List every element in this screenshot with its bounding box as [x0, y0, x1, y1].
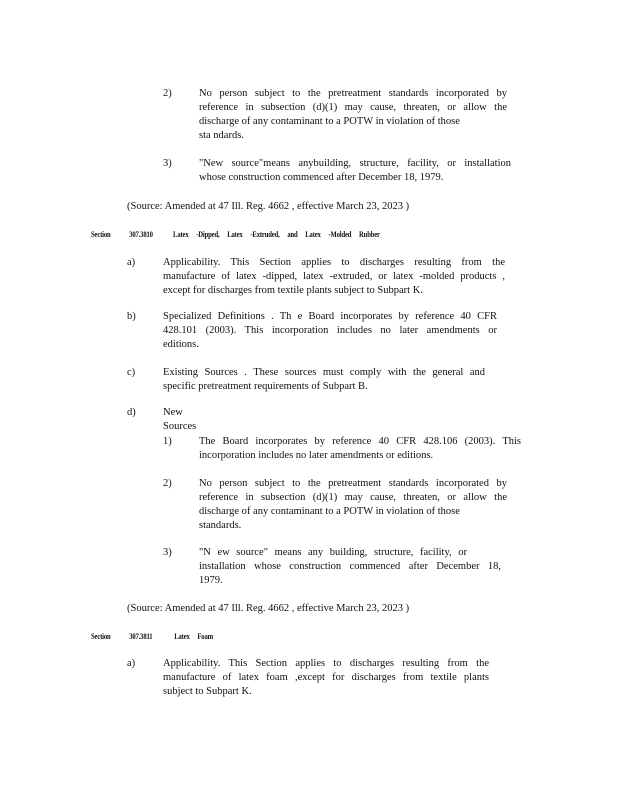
section-title: Latex Foam — [174, 631, 213, 641]
item-label: 3) — [163, 158, 172, 169]
subsection-text — [163, 366, 485, 394]
item-label: 2) — [163, 478, 172, 489]
line: standards. — [199, 520, 242, 531]
item-text — [199, 435, 521, 463]
line: The Board incorporates by reference 40 CFR 428.106 (2003). This — [199, 436, 521, 447]
subsection-text — [163, 256, 505, 298]
section-heading — [91, 631, 213, 641]
line: incorporation includes no later amendments or editions. — [199, 450, 434, 461]
subsection-text — [163, 310, 497, 352]
line: manufacture of latex -dipped, latex -extruded, or latex -molded products , — [163, 271, 505, 282]
line: No person subject to the pretreatment standards incorporated by — [199, 88, 507, 99]
item-label: 3) — [163, 547, 172, 558]
line: whose construction commenced after December 18, 1979. — [199, 172, 444, 183]
item-text — [199, 546, 501, 588]
line: No person subject to the pretreatment standards incorporated by — [199, 478, 507, 489]
source-note: (Source: Amended at 47 Ill. Reg. 4662 , effective March 23, 2023 ) — [127, 201, 410, 212]
subsection-text — [163, 406, 196, 434]
line: Existing Sources . These sources must comply with the general and — [163, 367, 485, 378]
line: discharge of any contaminant to a POTW in violation of those — [199, 506, 460, 517]
subsection-text — [163, 657, 489, 699]
line: specific pretreatment requirements of Subpart B. — [163, 381, 368, 392]
line: discharge of any contaminant to a POTW in violation of those — [199, 116, 460, 127]
line: manufacture of latex foam ,except for discharges from textile plants — [163, 672, 489, 683]
section-word: Section — [91, 229, 111, 239]
line: reference in subsection (d)(1) may cause, threaten, or allow the — [199, 102, 507, 113]
subsection-label: b) — [127, 311, 136, 322]
line: installation whose construction commenced after December 18, — [199, 561, 501, 572]
section-number: 307.3811 — [129, 631, 153, 641]
subsection-label: c) — [127, 367, 136, 378]
subsection-label: d) — [127, 407, 136, 418]
subsection-label: a) — [127, 257, 136, 268]
line: New Sources — [163, 407, 197, 432]
section-heading — [91, 229, 380, 239]
item-label: 1) — [163, 436, 172, 447]
line: Applicability. This Section applies to discharges resulting from the — [163, 658, 489, 669]
section-title: Latex -Dipped, Latex -Extruded, and Latex -Molded Rubber — [173, 229, 380, 239]
line: sta ndards. — [199, 130, 244, 141]
line: Specialized Definitions . Th e Board incorporates by reference 40 CFR — [163, 311, 497, 322]
section-number: 307.3810 — [129, 229, 153, 239]
line: "New source"means anybuilding, structure, facility, or installation — [199, 158, 511, 169]
line: editions. — [163, 339, 199, 350]
source-note: (Source: Amended at 47 Ill. Reg. 4662 , effective March 23, 2023 ) — [127, 603, 410, 614]
item-text — [199, 157, 511, 185]
item-text — [199, 87, 507, 143]
item-text — [199, 477, 507, 533]
line: 1979. — [199, 575, 223, 586]
item-label: 2) — [163, 88, 172, 99]
line: Applicability. This Section applies to discharges resulting from the — [163, 257, 505, 268]
section-word: Section — [91, 631, 111, 641]
subsection-label: a) — [127, 658, 136, 669]
line: 428.101 (2003). This incorporation includes no later amendments or — [163, 325, 497, 336]
line: reference in subsection (d)(1) may cause, threaten, or allow the — [199, 492, 507, 503]
line: except for discharges from textile plants subject to Subpart K. — [163, 285, 423, 296]
line: subject to Subpart K. — [163, 686, 252, 697]
line: "N ew source" means any building, structure, facility, or — [199, 547, 467, 558]
